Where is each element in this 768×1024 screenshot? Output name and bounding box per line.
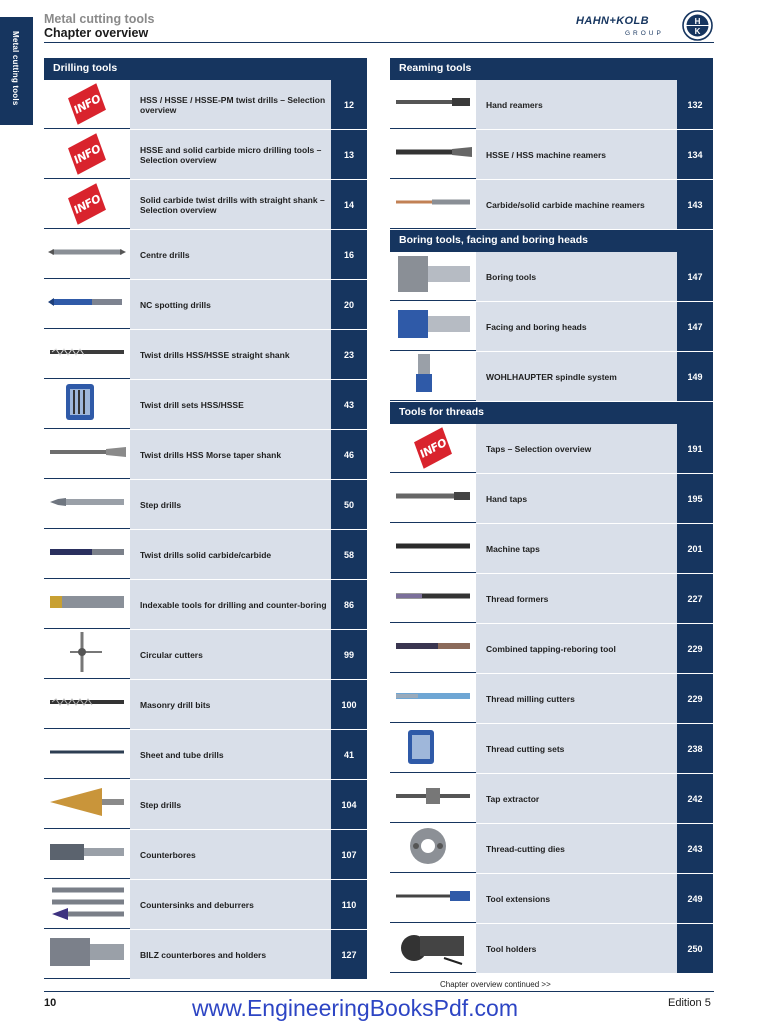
logo-mark-bottom: K <box>694 27 701 36</box>
header-category: Metal cutting tools <box>44 12 155 26</box>
machine-tap-icon <box>392 524 474 573</box>
thread-former-icon <box>392 574 474 623</box>
product-thumbnail <box>390 824 476 873</box>
left-column <box>44 58 367 980</box>
row-label: Twist drills HSS/HSSE straight shank <box>130 330 331 379</box>
overview-row[interactable] <box>390 352 713 402</box>
row-label: Tool extensions <box>476 874 677 923</box>
tapping-reboring-icon <box>392 624 474 673</box>
overview-row[interactable] <box>390 252 713 302</box>
footer-divider <box>44 991 714 992</box>
row-label: Thread formers <box>476 574 677 623</box>
product-thumbnail <box>44 280 130 329</box>
page-reference[interactable]: 99 <box>331 630 367 679</box>
overview-row[interactable] <box>390 180 713 230</box>
page-reference[interactable]: 229 <box>677 674 713 723</box>
row-label: Taps – Selection overview <box>476 424 677 473</box>
overview-row[interactable] <box>390 130 713 180</box>
row-label: HSSE and solid carbide micro drilling tools – Selection overview <box>130 130 331 179</box>
page-reference[interactable]: 23 <box>331 330 367 379</box>
product-thumbnail <box>390 774 476 823</box>
page-reference[interactable]: 147 <box>677 302 713 351</box>
carbide-reamer-icon <box>392 180 474 229</box>
page-reference[interactable]: 13 <box>331 130 367 179</box>
row-label: BILZ counterbores and holders <box>130 930 331 979</box>
product-thumbnail <box>390 130 476 179</box>
row-label: Thread milling cutters <box>476 674 677 723</box>
row-label: Step drills <box>130 480 331 529</box>
overview-row[interactable] <box>390 874 713 924</box>
overview-row[interactable] <box>44 830 367 880</box>
overview-row[interactable] <box>44 530 367 580</box>
twist-drill-icon <box>46 330 128 379</box>
page-reference[interactable]: 195 <box>677 474 713 523</box>
product-thumbnail <box>390 252 476 301</box>
product-thumbnail <box>44 880 130 929</box>
info-icon: INFO <box>68 183 106 225</box>
tap-extractor-icon <box>392 774 474 823</box>
step-drill-icon <box>46 480 128 529</box>
page-reference[interactable]: 243 <box>677 824 713 873</box>
product-thumbnail <box>44 730 130 779</box>
page-title: Chapter overview <box>44 26 149 40</box>
page-reference[interactable]: 107 <box>331 830 367 879</box>
tool-holder-icon <box>392 924 474 973</box>
right-column <box>390 58 713 974</box>
page-reference[interactable]: 100 <box>331 680 367 729</box>
overview-row[interactable] <box>44 280 367 330</box>
product-thumbnail <box>44 180 130 229</box>
overview-row[interactable] <box>390 924 713 974</box>
page-reference[interactable]: 58 <box>331 530 367 579</box>
overview-row[interactable] <box>44 330 367 380</box>
overview-row[interactable] <box>44 580 367 630</box>
facing-head-icon <box>392 302 474 351</box>
row-label: Carbide/solid carbide machine reamers <box>476 180 677 229</box>
product-thumbnail <box>390 474 476 523</box>
sheet-drill-icon <box>46 730 128 779</box>
product-thumbnail <box>390 874 476 923</box>
product-thumbnail <box>44 780 130 829</box>
row-label: NC spotting drills <box>130 280 331 329</box>
page-reference[interactable]: 12 <box>331 80 367 129</box>
page-reference[interactable]: 143 <box>677 180 713 229</box>
page-reference[interactable]: 50 <box>331 480 367 529</box>
continued-note: Chapter overview continued >> <box>440 980 551 989</box>
overview-row[interactable] <box>390 724 713 774</box>
row-label: Centre drills <box>130 230 331 279</box>
row-label: Twist drills HSS Morse taper shank <box>130 430 331 479</box>
page-reference[interactable]: 104 <box>331 780 367 829</box>
edition-label: Edition 5 <box>668 997 711 1009</box>
drill-set-icon <box>46 380 128 429</box>
spindle-system-icon <box>392 352 474 401</box>
product-thumbnail <box>390 574 476 623</box>
page-reference[interactable]: 127 <box>331 930 367 979</box>
watermark-url: www.EngineeringBooksPdf.com <box>192 995 518 1021</box>
product-thumbnail <box>390 524 476 573</box>
row-label: Combined tapping-reboring tool <box>476 624 677 673</box>
row-label: Step drills <box>130 780 331 829</box>
section-heading: Tools for threads <box>390 402 713 424</box>
product-thumbnail <box>44 230 130 279</box>
thread-mill-icon <box>392 674 474 723</box>
product-thumbnail <box>44 130 130 179</box>
row-label: WOHLHAUPTER spindle system <box>476 352 677 401</box>
circular-cutter-icon <box>46 630 128 679</box>
row-label: Twist drills solid carbide/carbide <box>130 530 331 579</box>
info-icon: INFO <box>68 133 106 175</box>
page-reference[interactable]: 14 <box>331 180 367 229</box>
row-label: Thread cutting sets <box>476 724 677 773</box>
page-reference[interactable]: 238 <box>677 724 713 773</box>
info-icon: INFO <box>68 83 106 125</box>
hand-tap-icon <box>392 474 474 523</box>
hand-reamer-icon <box>392 80 474 129</box>
side-chapter-tab <box>0 17 33 125</box>
header-divider <box>44 42 714 43</box>
product-thumbnail <box>390 724 476 773</box>
logo-name: HAHN+KOLB <box>576 15 649 27</box>
logo-mark-top: H <box>694 17 701 26</box>
overview-row[interactable] <box>390 424 713 474</box>
section-heading: Reaming tools <box>390 58 713 80</box>
overview-row[interactable] <box>390 574 713 624</box>
side-tab-label: Metal cutting tools <box>11 31 20 106</box>
overview-row[interactable] <box>390 674 713 724</box>
machine-reamer-icon <box>392 130 474 179</box>
tool-extension-icon <box>392 874 474 923</box>
page-reference[interactable]: 242 <box>677 774 713 823</box>
row-label: Hand reamers <box>476 80 677 129</box>
product-thumbnail <box>44 630 130 679</box>
product-thumbnail <box>390 302 476 351</box>
overview-row[interactable] <box>44 780 367 830</box>
product-thumbnail <box>44 330 130 379</box>
overview-row[interactable] <box>44 630 367 680</box>
row-label: Countersinks and deburrers <box>130 880 331 929</box>
product-thumbnail <box>390 624 476 673</box>
page-reference[interactable]: 20 <box>331 280 367 329</box>
overview-row[interactable] <box>390 302 713 352</box>
page-reference[interactable]: 147 <box>677 252 713 301</box>
product-thumbnail <box>44 930 130 979</box>
row-label: Tap extractor <box>476 774 677 823</box>
page-reference[interactable]: 149 <box>677 352 713 401</box>
product-thumbnail <box>44 80 130 129</box>
row-label: Thread-cutting dies <box>476 824 677 873</box>
page-reference[interactable]: 132 <box>677 80 713 129</box>
spotting-drill-icon <box>46 280 128 329</box>
section-heading: Boring tools, facing and boring heads <box>390 230 713 252</box>
product-thumbnail <box>390 352 476 401</box>
page-reference[interactable]: 229 <box>677 624 713 673</box>
thread-die-icon <box>392 824 474 873</box>
overview-row[interactable] <box>390 774 713 824</box>
page-reference[interactable]: 16 <box>331 230 367 279</box>
page-reference[interactable]: 191 <box>677 424 713 473</box>
row-label: Machine taps <box>476 524 677 573</box>
product-thumbnail <box>44 380 130 429</box>
product-thumbnail <box>44 480 130 529</box>
product-thumbnail <box>44 530 130 579</box>
cone-step-drill-icon <box>46 780 128 829</box>
boring-tool-icon <box>392 252 474 301</box>
overview-row[interactable] <box>44 730 367 780</box>
page-reference[interactable]: 250 <box>677 924 713 973</box>
thread-set-icon <box>392 724 474 773</box>
row-label: HSS / HSSE / HSSE-PM twist drills – Selection overview <box>130 80 331 129</box>
section-heading: Drilling tools <box>44 58 367 80</box>
row-label: Hand taps <box>476 474 677 523</box>
overview-row[interactable] <box>390 524 713 574</box>
info-icon: INFO <box>414 427 452 469</box>
centre-drill-icon <box>46 230 128 279</box>
masonry-drill-icon <box>46 680 128 729</box>
product-thumbnail <box>390 674 476 723</box>
product-thumbnail <box>44 830 130 879</box>
row-label: Sheet and tube drills <box>130 730 331 779</box>
overview-row[interactable] <box>44 430 367 480</box>
page-reference[interactable]: 86 <box>331 580 367 629</box>
hk-logo-icon <box>682 10 713 41</box>
row-label: Facing and boring heads <box>476 302 677 351</box>
counterbore-icon <box>46 830 128 879</box>
overview-row[interactable] <box>390 824 713 874</box>
overview-row[interactable] <box>44 180 367 230</box>
row-label: Counterbores <box>130 830 331 879</box>
product-thumbnail <box>390 80 476 129</box>
page-number: 10 <box>44 997 57 1009</box>
row-label: Boring tools <box>476 252 677 301</box>
logo-group: GROUP <box>625 30 664 37</box>
row-label: Twist drill sets HSS/HSSE <box>130 380 331 429</box>
row-label: HSSE / HSS machine reamers <box>476 130 677 179</box>
product-thumbnail <box>390 424 476 473</box>
carbide-drill-icon <box>46 530 128 579</box>
product-thumbnail <box>44 680 130 729</box>
page-reference[interactable]: 227 <box>677 574 713 623</box>
row-label: Solid carbide twist drills with straight shank – Selection overview <box>130 180 331 229</box>
overview-row[interactable] <box>390 80 713 130</box>
overview-row[interactable] <box>44 80 367 130</box>
product-thumbnail <box>390 180 476 229</box>
overview-row[interactable] <box>44 930 367 980</box>
overview-row[interactable] <box>44 680 367 730</box>
overview-row[interactable] <box>44 230 367 280</box>
overview-row[interactable] <box>44 380 367 430</box>
product-thumbnail <box>44 430 130 479</box>
bilz-holder-icon <box>46 930 128 979</box>
morse-taper-drill-icon <box>46 430 128 479</box>
product-thumbnail <box>44 580 130 629</box>
row-label: Tool holders <box>476 924 677 973</box>
row-label: Circular cutters <box>130 630 331 679</box>
page-reference[interactable]: 249 <box>677 874 713 923</box>
page-reference[interactable]: 110 <box>331 880 367 929</box>
page-reference[interactable]: 41 <box>331 730 367 779</box>
countersink-icon <box>46 880 128 929</box>
page-reference[interactable]: 43 <box>331 380 367 429</box>
overview-row[interactable] <box>390 624 713 674</box>
overview-row[interactable] <box>44 880 367 930</box>
indexable-tool-icon <box>46 580 128 629</box>
page-reference[interactable]: 201 <box>677 524 713 573</box>
page-reference[interactable]: 46 <box>331 430 367 479</box>
page-reference[interactable]: 134 <box>677 130 713 179</box>
overview-row[interactable] <box>390 474 713 524</box>
overview-row[interactable] <box>44 130 367 180</box>
row-label: Indexable tools for drilling and counter-boring <box>130 580 331 629</box>
product-thumbnail <box>390 924 476 973</box>
overview-row[interactable] <box>44 480 367 530</box>
row-label: Masonry drill bits <box>130 680 331 729</box>
